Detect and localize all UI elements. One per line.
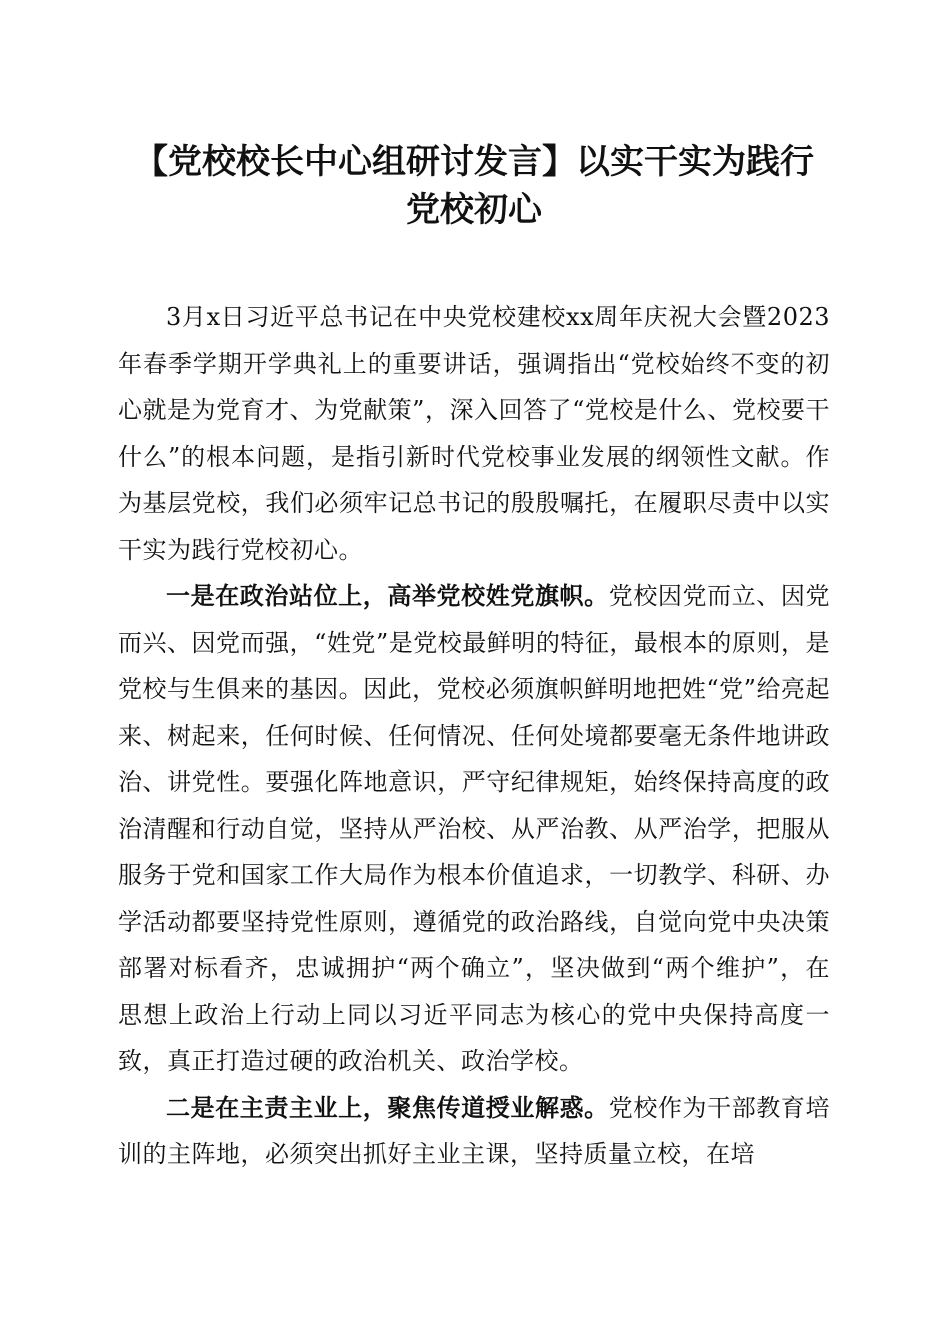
paragraph-point-two (118, 1085, 830, 1178)
paragraph-text: 党校因党而立、因党而兴、因党而强，“姓党”是党校最鲜明的特征，最根本的原则，是党校与生俱来的基因。因此，党校必须旗帜鲜明地把姓“党”给亮起来、树起来，任何时候、任何情况、任何处境都要毫无条件地讲政治、讲党性。要强化阵地意识，严守纪律规矩，始终保持高度的政治清醒和行动自觉，坚持从严治校、从严治教、从严治学，把服从服务于党和国家工作大局作为根本价值追求，一切教学、科研、办学活动都要坚持党性原则，遵循党的政治路线，自觉向党中央决策部署对标看齐，忠诚拥护“两个确立”，坚决做到“两个维护”，在思想上政治上行动上同以习近平同志为核心的党中央保持高度一致，真正打造过硬的政治机关、政治学校。 (118, 582, 831, 1075)
document-title (118, 0, 830, 234)
paragraph-lead: 二是在主责主业上，聚焦传道授业解惑。 (166, 1092, 609, 1122)
paragraph-point-one (118, 573, 830, 1085)
paragraph-lead: 一是在政治站位上，高举党校姓党旗帜。 (166, 581, 609, 610)
paragraph-text: 3月x日习近平总书记在中央党校建校xx周年庆祝大会暨2023年春季学期开学典礼上的重要讲话，强调指出“党校始终不变的初心就是为党育才、为党献策”，深入回答了“党校是什么、党校要干什么”的根本问题，是指引新时代党校事业发展的纲领性文献。作为基层党校，我们必须牢记总书记的殷殷嘱托，在履职尽责中以实干实为践行党校初心。 (118, 303, 830, 564)
paragraph-text: 党校作为干部教育培训的主阵地，必须突出抓好主业主课，坚持质量立校，在培 (118, 1093, 831, 1168)
title-line-2: 党校初心 (406, 190, 542, 230)
document-body (118, 294, 830, 1178)
document-page (118, 0, 830, 1344)
title-line-1: 【党校校长中心组研讨发言】以实干实为践行 (134, 142, 814, 182)
paragraph-intro (118, 294, 830, 573)
